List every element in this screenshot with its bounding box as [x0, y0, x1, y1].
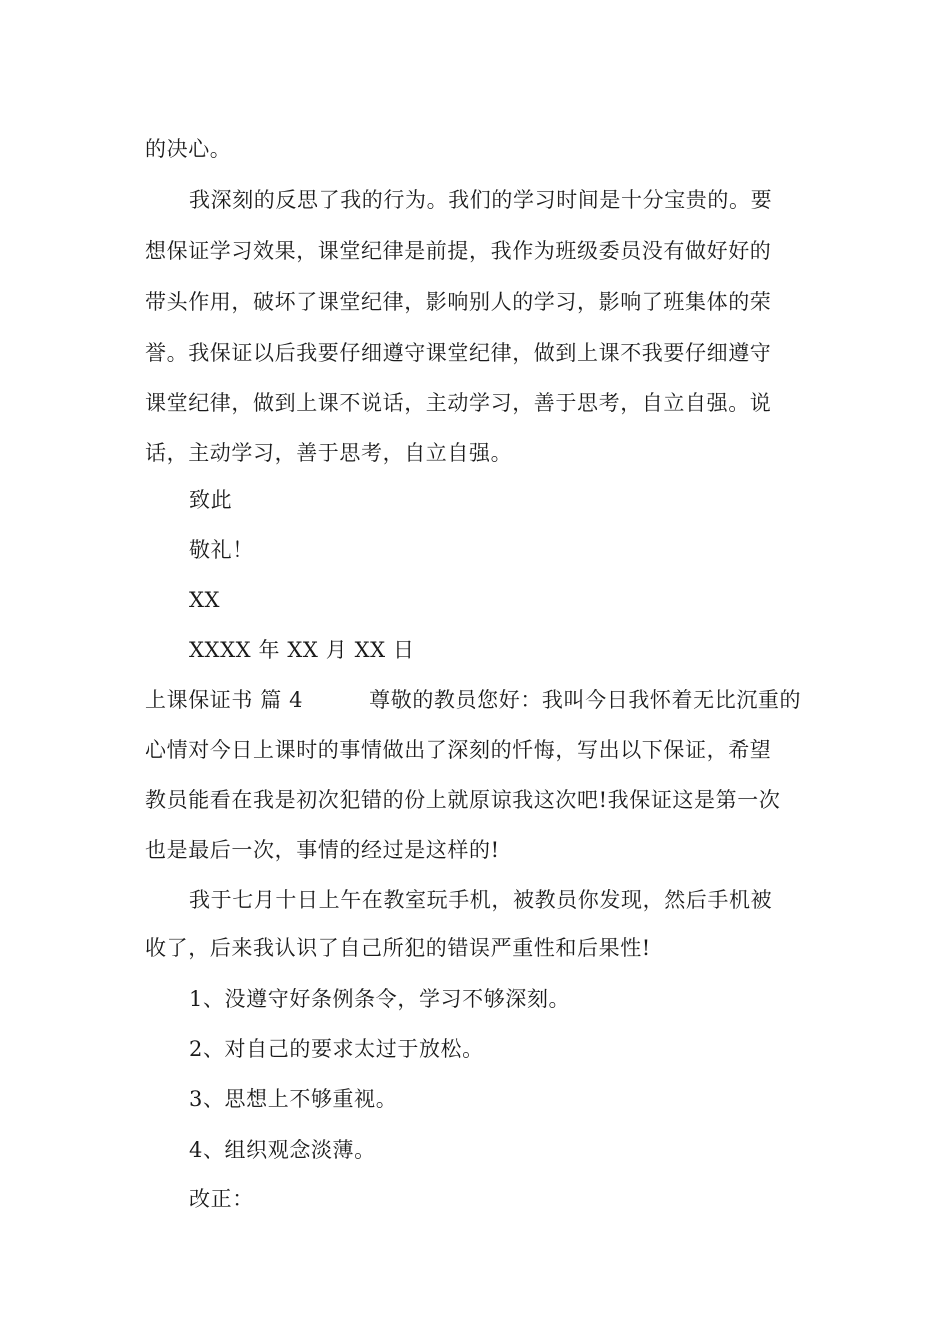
paragraph-line: 心情对今日上课时的事情做出了深刻的忏悔，写出以下保证，希望 [145, 738, 772, 762]
list-item: 2、对自己的要求太过于放松。 [189, 1037, 484, 1061]
signature-date: XXXX 年 XX 月 XX 日 [189, 638, 415, 662]
subheading: 改正： [189, 1187, 254, 1211]
paragraph-line: 的决心。 [145, 137, 232, 161]
paragraph-line: 也是最后一次，事情的经过是这样的! [145, 838, 500, 862]
paragraph-line: 话，主动学习，善于思考，自立自强。 [145, 441, 513, 465]
paragraph-line: 我深刻的反思了我的行为。我们的学习时间是十分宝贵的。要 [189, 188, 773, 212]
signature-name: XX [189, 588, 221, 612]
paragraph-line: 课堂纪律，做到上课不说话，主动学习，善于思考，自立自强。说 [145, 391, 772, 415]
paragraph-line: 想保证学习效果，课堂纪律是前提，我作为班级委员没有做好好的 [145, 239, 772, 263]
list-item: 3、思想上不够重视。 [189, 1087, 398, 1111]
paragraph-line: 带头作用，破坏了课堂纪律，影响别人的学习，影响了班集体的荣 [145, 290, 772, 314]
paragraph-line: 教员能看在我是初次犯错的份上就原谅我这次吧!我保证这是第一次 [145, 788, 781, 812]
list-item: 1、没遵守好条例条令，学习不够深刻。 [189, 987, 571, 1011]
closing-regards: 敬礼！ [189, 538, 254, 562]
paragraph-line: 收了，后来我认识了自己所犯的错误严重性和后果性! [145, 936, 651, 960]
paragraph-line: 誉。我保证以后我要仔细遵守课堂纪律，做到上课不我要仔细遵守 [145, 341, 772, 365]
section-first-line: 尊敬的教员您好：我叫今日我怀着无比沉重的 [369, 688, 802, 712]
section-title: 上课保证书 篇 4 [145, 688, 304, 712]
section-heading-line [145, 685, 815, 715]
list-item: 4、组织观念淡薄。 [189, 1138, 376, 1162]
closing-salutation: 致此 [189, 488, 233, 512]
paragraph-line: 我于七月十日上午在教室玩手机，被教员你发现，然后手机被 [189, 888, 773, 912]
